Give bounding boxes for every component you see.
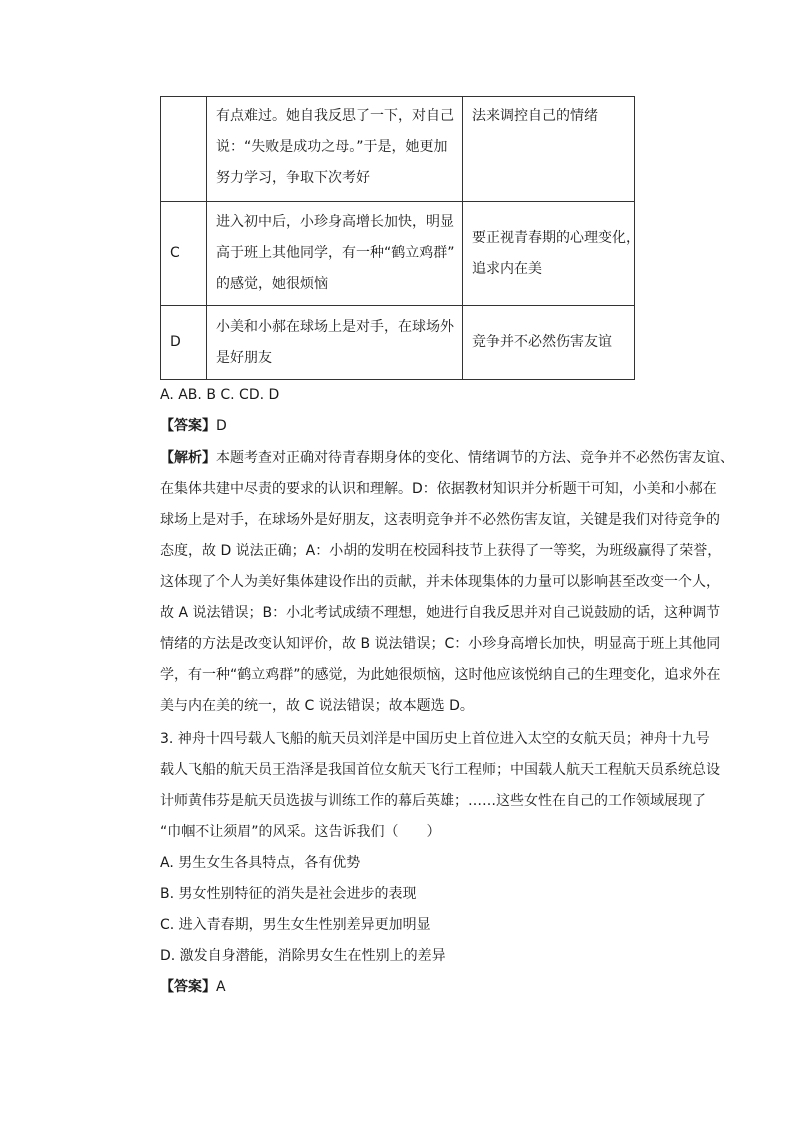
analysis-text: 本题考查对正确对待青春期身体的变化、情绪调节的方法、竞争并不必然伤害友谊、 [216, 450, 734, 466]
answer-tag: 【答案】 [160, 418, 216, 434]
analysis-line: 态度，故 D 说法正确；A：小胡的发明在校园科技节上获得了一等奖，为班级赢得了荣誉， [160, 543, 722, 559]
cell-line: 追求内在美 [472, 260, 542, 277]
row-letter: C [161, 202, 207, 306]
analysis-line: 美与内在美的统一，故 C 说法错误；故本题选 D。 [160, 698, 474, 714]
table-row [161, 97, 635, 202]
option-d: D. 激发自身潜能，消除男女生在性别上的差异 [160, 948, 446, 964]
cell-line: 要正视青春期的心理变化， [472, 229, 640, 246]
row-letter: D [161, 306, 207, 380]
row-conclusion [463, 306, 635, 380]
row-conclusion [463, 97, 635, 202]
row-description [207, 306, 463, 380]
q3-answer [160, 972, 680, 1003]
table-row [161, 202, 635, 306]
analysis-line: 情绪的方法是改变认知评价，故 B 说法错误；C：小珍身高增长加快，明显高于班上其他同 [160, 636, 721, 652]
analysis-line: 在集体共建中尽责的要求的认识和理解。D：依据教材知识并分析题干可知，小美和小郝在 [160, 481, 717, 497]
analysis-line: 这体现了个人为美好集体建设作出的贡献，并未体现集体的力量可以影响甚至改变一个人， [160, 574, 720, 590]
stem-line: 载人飞船的航天员王浩泽是我国首位女航天飞行工程师；中国载人航天工程航天员系统总设 [160, 762, 720, 778]
q2-analysis [160, 443, 734, 722]
answer-line [160, 411, 680, 442]
cell-line: 进入初中后，小珍身高增长加快，明显 [216, 214, 454, 230]
option-c: C. 进入青春期，男生女生性别差异更加明显 [160, 917, 431, 933]
cell-line: 的感觉，她很烦恼 [216, 276, 328, 292]
analysis-line: 学，有一种“鹤立鸡群”的感觉，为此她很烦恼，这时他应该悦纳自己的生理变化，追求外在 [160, 667, 721, 683]
cell-line: 说：“失败是成功之母。”于是，她更加 [216, 139, 448, 155]
choices-line: A. AB. B C. CD. D [160, 387, 280, 403]
analysis-line: 球场上是对手，在球场外是好朋友，这表明竞争并不必然伤害友谊，关键是我们对待竞争的 [160, 512, 720, 528]
row-description [207, 202, 463, 306]
option-b: B. 男女性别特征的消失是社会进步的表现 [160, 886, 417, 902]
q3-stem [160, 724, 720, 848]
q2-choices [160, 380, 680, 411]
cell-line: 是好朋友 [216, 349, 272, 366]
cell-line: 有点难过。她自我反思了一下，对自己 [216, 108, 454, 124]
answer-value: A [216, 979, 226, 995]
stem-line: 3. 神舟十四号载人飞船的航天员刘洋是中国历史上首位进入太空的女航天员；神舟十九号 [160, 731, 710, 747]
q3-options [160, 848, 680, 972]
cell-line: 努力学习，争取下次考好 [216, 170, 370, 186]
answer-value: D [216, 418, 227, 434]
cell-line: 高于班上其他同学，有一种“鹤立鸡群” [216, 245, 455, 261]
table-row [161, 306, 635, 380]
cell-line: 法来调控自己的情绪 [472, 108, 598, 124]
option-a: A. 男生女生各具特点，各有优势 [160, 855, 361, 871]
row-description [207, 97, 463, 202]
analysis-line: 故 A 说法错误；B：小北考试成绩不理想，她进行自我反思并对自己说鼓励的话，这种调节 [160, 605, 721, 621]
stem-line: “巾帼不让须眉”的风采。这告诉我们（ ） [160, 824, 441, 840]
stem-line: 计师黄伟芬是航天员选拔与训练工作的幕后英雄；……这些女性在自己的工作领域展现了 [160, 793, 706, 809]
analysis-tag: 【解析】 [160, 450, 216, 466]
row-conclusion [463, 202, 640, 306]
answer-line [160, 972, 680, 1003]
answer-tag: 【答案】 [160, 979, 216, 995]
q2-answer [160, 411, 680, 442]
cell-line: 小美和小郝在球场上是对手，在球场外 [216, 318, 454, 335]
analysis-line [160, 443, 734, 474]
cell-line: 竞争并不必然伤害友谊 [472, 334, 612, 350]
row-letter [161, 97, 207, 202]
options-table [160, 96, 640, 380]
